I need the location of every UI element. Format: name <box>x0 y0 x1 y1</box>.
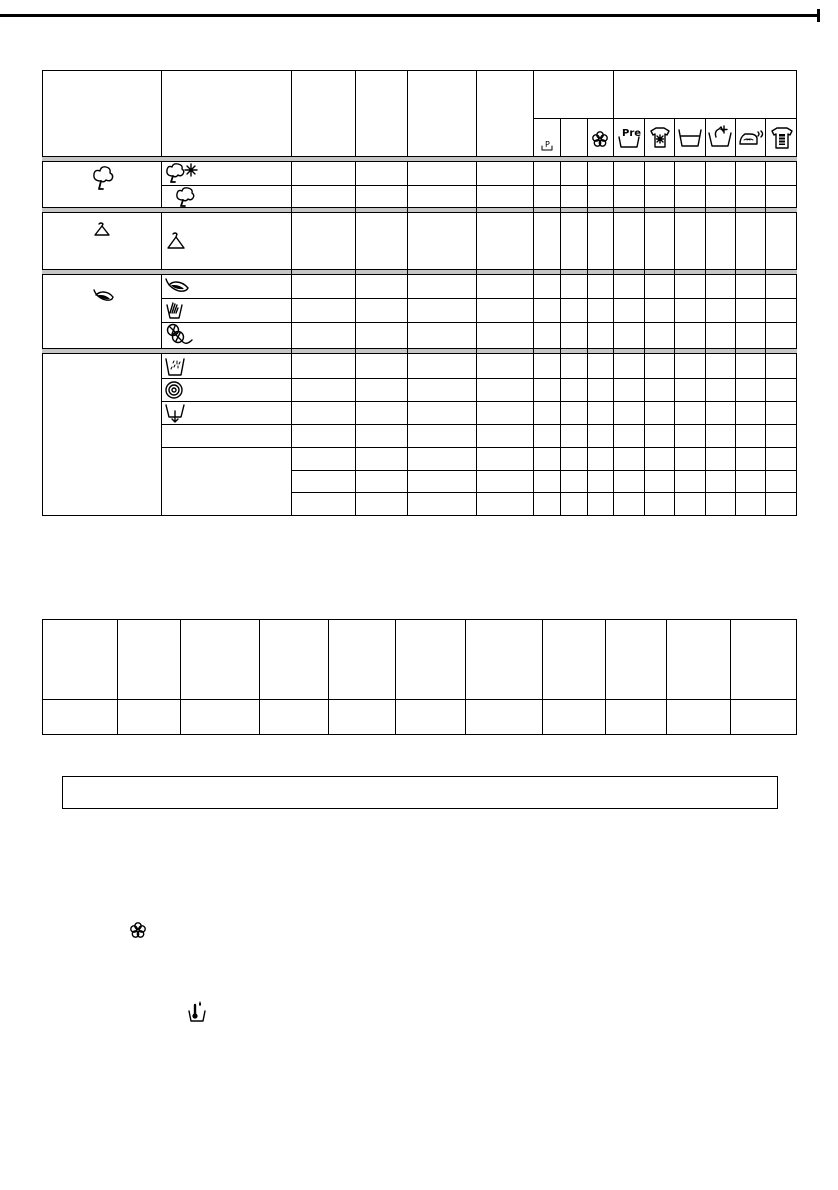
drain-icon <box>164 402 186 424</box>
stain-shirt-icon <box>647 125 673 151</box>
group-separator <box>42 156 797 162</box>
group-separator <box>42 348 797 354</box>
wool-icon <box>164 322 194 348</box>
cotton-eco-icon <box>173 186 197 208</box>
svg-text:P: P <box>545 140 550 149</box>
spin-icon <box>164 380 184 400</box>
wash-basin-icon <box>677 126 703 150</box>
handwash-icon <box>164 299 184 321</box>
flower-icon <box>591 130 609 148</box>
rinse-icon <box>164 355 186 377</box>
svg-text:Pre: Pre <box>622 128 642 139</box>
flower-icon <box>129 921 147 939</box>
drum-shirt-icon <box>769 125 795 151</box>
synthetic-icon <box>165 230 187 252</box>
temperature-basin-icon <box>187 999 207 1023</box>
delicate-icon <box>163 276 191 296</box>
pump-icon <box>540 137 554 153</box>
group-separator <box>42 269 797 275</box>
rinse-plus-icon <box>707 123 733 149</box>
note-box <box>62 776 778 809</box>
cotton-icon <box>90 163 116 191</box>
iron-easy-icon <box>737 127 765 149</box>
top-rule <box>0 14 820 17</box>
group-separator <box>42 207 797 213</box>
delicate-icon <box>90 286 116 306</box>
cotton-stain-icon <box>163 162 203 184</box>
synthetic-icon <box>92 220 112 240</box>
prewash-icon <box>616 125 642 151</box>
